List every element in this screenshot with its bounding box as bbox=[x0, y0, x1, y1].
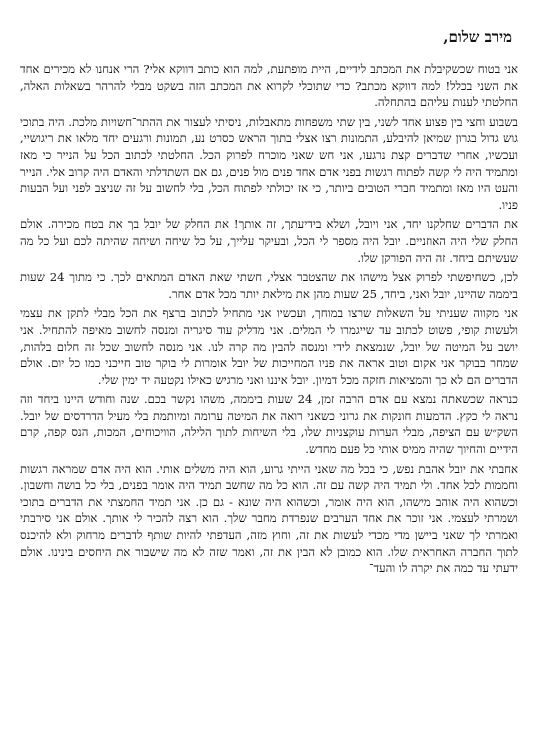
paragraph: לכן, כשחיפשתי לפרוק אצל מישהו את שהצטבר אצלי, חשתי שאת האדם המתאים לכך. כי מתוך 24 שעות ביממה שהיינו, יובל ואני, ביחד, 25 שעות מהן את מילאת יותר מכל אדם אחר. bbox=[20, 270, 518, 301]
paragraph: אני מקווה שעניתי על השאלות שרצו במוחך, ועכשיו אני מתחיל לכתוב ברצף את הכל מבלי לתקן את עצמי ולעשות קופי, פשוט לכתוב עד שייגמרו לי המלים. אני מדליק עוד סיגריה ומנסה לחשוב מאיפה להתחיל. אני יושב על המיטה של יובל, שנמצאת לידי ומנסה להבין מה קרה לנו. אני מנסה לחשוב שכל זה חלום בלהות, שמחר בבוקר אני אקום וטוב אראה את פניו המחייכות של יובל אומרות לי בוקר טוב חייכני כמו כל יום. אולם הדברים הם לא כך והמציאות חזקה מכל דמיון. יובל איננו ואני מרגיש כאילו נקטעה יד ימין שלי. bbox=[20, 306, 518, 387]
letter-greeting: מירב שלום, bbox=[443, 28, 512, 46]
paragraph: אני בטוח שכשקיבלת את המכתב לידיים, היית מופתעת, למה הוא כותב דווקא אלי? הרי אנחנו לא מכירים אחד את השני בכלל! למה דווקא מכתב? כדי שתוכלי לקרוא את המכתב הזה בשקט מבלי להרהר בשאלות האלה, החלטתי לענות עליהם בהתחלה. bbox=[20, 62, 518, 110]
paragraph: אחבתי את יובל אהבת נפש, כי בכל מה שאני הייתי גרוע, הוא היה משלים אותי. הוא היה אדם שמראה רגשות וחממות לכל אחד. ולי תמיד היה קשה עם זה. הוא כל מה שחשב תמיד היה אומר בפנים, בלי כל בושה וחשבון. וכשהוא היה אוהב מישהו, הוא היה אומר, וכשהוא היה שונא - גם כן. אני תמיד החמצתי את הדברים בתוכי ושמרתי לעצמי. אני זוכר את אחד הערבים שנפרדת מחבר שלך. הוא רצה להכיר לי אותך. אולם אני סירבתי ואמרתי לך שאני ביישן מדי מכדי לעשות את זה, וחוץ מזה, העדפתי להיות שותף לדברים מרחוק ולא להיכנס לתוך החברה האחראית שלו. הוא כמובן לא הבין את זה, ואמר שזה לא מה שישבור את היחסים בינינו. אולם ידעתי עד כמה את יקרה לו והעד־ bbox=[20, 461, 518, 576]
letter-body bbox=[20, 61, 518, 577]
paragraph: את הדברים שחלקנו יחד, אני ויובל, ושלא בידיעתך, זה אותך! את החלק של יובל בך את בטח מכירה. אולם החלק שלי היה האוזניים. יובל היה מספר לי הכל, ובעיקר עלייך, על כל שיחה ושיחה שהיתה לכם ועל כל מה שעשיתם ביחד. זה היה הפורקן שלו. bbox=[20, 217, 518, 265]
paragraph: בשבוע וחצי בין פצוע אחד לשני, בין שתי משפחות מתאבלות, ניסיתי לעצור את ההתר־חשויות מלכת. היה בתוכי גוש גדול בגרון שמיאן להיבלע, התמונות רצו אצלי בתוך הראש כסרט נע, תמונות ורגעים יחד מלאו את ריגושיי, ועכשיו, אחרי שדברים קצת נרגעו, אני חש שאני מוכרח לפרוק הכל. החלטתי לכתוב הכל על הנייר כי מאז ומתמיד היה לי קשה לפתוח רגשות בפני אדם אחד פנים מול פנים, גם אם השתדלתי והאדם היה קרוב אלי. הנייר והעט היו מאז ומתמיד חברי הטובים ביותר, כי אז יכולתי לפתוח הכל, בלי לחשוב על זה שניצב לפני ועל הבעות פניו. bbox=[20, 114, 518, 212]
paragraph: כנראה שכשאתה נמצא עם אדם הרבה זמן, 24 שעות ביממה, משהו נקשר בכם. שנה וחודש היינו ביחד וזה נראה לי כקץ. הדמעות חונקות את גרוני כשאני רואה את המיטה ערומה ומיותמת בלי מעיל הדרדסים של יובל. השק״ש עם הציפה, מבלי הערות עוקצניות שלו, בלי השיחות לתוך הלילה, הוויכוחים, המכות, הנס קפה, קרם הידיים והחיוך שהיה ממיס אותי כל פעם מחדש. bbox=[20, 392, 518, 457]
